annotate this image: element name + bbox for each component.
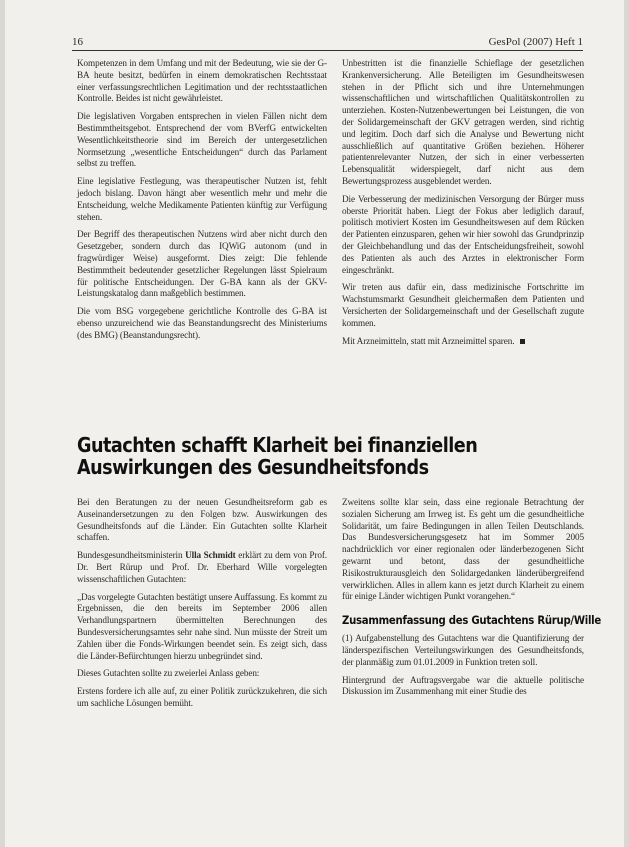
closing-line bbox=[342, 336, 584, 348]
paragraph: Dieses Gutachten sollte zu zweierlei Anlass geben: bbox=[77, 668, 260, 679]
closing-text: Mit Arzneimitteln, statt mit Arzneimittel sparen. bbox=[342, 335, 515, 346]
paragraph: Bundesgesundheitsministerin Ulla Schmidt erklärt zu dem von Prof. Dr. Bert Rürup und Prof. Dr. Eberhard Wille vorgelegten wissenschaftlichen Gutachten: bbox=[77, 550, 327, 584]
paragraph: Die Verbesserung der medizinischen Versorgung der Bürger muss oberste Priorität haben. Liegt der Fokus aber lediglich darauf, politisch motiviert Kosten im Gesundheitswesen auf dem Rücken der Patienten einzusparen, gehen wir hier sowohl das Grundprinzip der Gleichbehandlung und das der Entscheidungsfreiheit, sowohl des Patienten als auch des Arztes in elektronischer Form eingeschränkt. bbox=[342, 193, 584, 275]
paragraph: Zweitens sollte klar sein, dass eine regionale Betrachtung der sozialen Sicherung am Irrweg ist. Es geht um die gesundheitliche Solidarität, um faire Bedingungen in allen Teilen Deutschlands. Das Bundesversicherungsgesetz hat im Sommer 2005 nachdrücklich vor einer regionalen oder länderbezogenen Sicht gewarnt und betont, dass der gesundheitliche Risikostrukturausgleich den Solidargedanken länderübergreifend verwirklichen. Alles in allem kann es jetzt durch Klarheit zu einem für einige Länder wichtigen Punkt vorangehen.“ bbox=[342, 497, 584, 602]
paragraph: Kompetenzen in dem Umfang und mit der Bedeutung, wie sie der G-BA heute besitzt, bedürfen in einem demokratischen Rechtsstaat einer verfassungsrechtlichen Legitimation und der rechtsstaatlichen Kontrolle. Beides ist nicht gewährleistet. bbox=[77, 58, 327, 104]
upper-left-column bbox=[77, 58, 327, 342]
journal-reference: GesPol (2007) Heft 1 bbox=[488, 36, 583, 48]
page-header bbox=[72, 30, 583, 51]
paragraph: Bei den Beratungen zu der neuen Gesundheitsreform gab es Auseinandersetzungen zu den Folgen bzw. Auswirkungen des Gesundheitsfonds auf die Länder. Ein Gutachten sollte Klarheit schaffen. bbox=[77, 497, 327, 543]
paragraph: Wir treten aus dafür ein, dass medizinische Fortschritte im Wachstumsmarkt Gesundheit gleichermaßen dem Patienten und Versicherten der Solidargemeinschaft und der Gesellschaft zugute kommen. bbox=[342, 282, 584, 328]
quote-paragraph: „Das vorgelegte Gutachten bestätigt unsere Auffassung. Es kommt zu Ergebnissen, die den bereits im September 2006 allen Verhandlungspartnern übermittelten Berechnungen des Bundesversicherungsamtes sehr nahe sind. Nun müsste der Streit um Zahlen über die Fonds-Wirkungen beendet sein. Es zeigt sich, dass die Länder-Befürchtungen hierzu unbegründet sind. bbox=[77, 591, 327, 661]
scan-edge-left bbox=[0, 0, 5, 847]
lower-right-column bbox=[342, 497, 601, 698]
paragraph: Eine legislative Festlegung, was therapeutischer Nutzen ist, fehlt jedoch bislang. Davon hängt aber wesentlich mehr und mehr die Entscheidung, welche Medikamente Patienten künftig zur Verfügung stehen. bbox=[77, 176, 327, 222]
paragraph: Die legislativen Vorgaben entsprechen in vielen Fällen nicht dem Bestimmtheitsgebot. Entsprechend der vom BVerfG entwickelten Wesentlichkeitstheorie sind im Bereich der untergesetzlichen Normsetzung „wesentliche Entscheidungen“ durch das Parlament selbst zu treffen. bbox=[77, 111, 327, 169]
upper-right-column bbox=[342, 58, 584, 347]
paragraph: Unbestritten ist die finanzielle Schieflage der gesetzlichen Krankenversicherung. Alle Beteiligten im Gesundheitswesen stehen in der Pflicht sich und ihre Unternehmungen wissenschaftlichen und wirtschaftlichen Qualitätskontrollen zu unterziehen. Kosten-Nutzenbewertungen bei Leistungen, die von der Solidargemeinschaft der GKV getragen werden, sind richtig und legitim. Doch darf sich die Analyse und Bewertung nicht ausschließlich auf quantitative Größen beziehen. Höherer patientenrelevanter Nutzen, der sich in einer verbesserten Lebensqualität widerspiegelt, darf nicht aus dem Bewertungsprozess ausgeblendet werden. bbox=[342, 58, 584, 186]
paragraph: Die vom BSG vorgegebene gerichtliche Kontrolle des G-BA ist ebenso unzureichend wie das Beanstandungsrecht des Ministeriums (des BMG) (Beanstandungsrecht). bbox=[77, 306, 327, 340]
scan-edge-right bbox=[624, 0, 629, 847]
page-number: 16 bbox=[72, 36, 83, 48]
paragraph: (1) Aufgabenstellung des Gutachtens war die Quantifizierung der länderspezifischen Verteilungswirkungen des Gesundheitsfonds, der planmäßig zum 01.01.2009 in Funktion treten soll. bbox=[342, 633, 584, 667]
minister-name: Ulla Schmidt bbox=[185, 550, 236, 561]
lower-left-column bbox=[77, 497, 327, 710]
article-title: Gutachten schafft Klarheit bei finanziellen Auswirkungen des Gesundheitsfonds bbox=[77, 433, 478, 479]
paragraph: Erstens fordere ich alle auf, zu einer Politik zurückzukehren, die sich um sachliche Lösungen bemüht. bbox=[77, 686, 327, 708]
paragraph: Der Begriff des therapeutischen Nutzens wird aber nicht durch den Gesetzgeber, sondern durch das IQWiG autonom (und in fragwürdiger Weise) ausgeformt. Dies zeigt: Die fehlende Bestimmtheit bedeutender gesetzlicher Regelungen lässt Spielraum für politische Entscheidungen. Der G-BA kann als der GKV-Leistungskatalog dann maßgeblich bestimmen. bbox=[77, 229, 327, 299]
section-subheading: Zusammenfassung des Gutachtens Rürup/Wille bbox=[342, 613, 601, 628]
end-of-article-marker bbox=[520, 339, 525, 344]
paragraph: Hintergrund der Auftragsvergabe war die aktuelle politische Diskussion im Zusammenhang mit einer Studie des bbox=[342, 674, 584, 697]
